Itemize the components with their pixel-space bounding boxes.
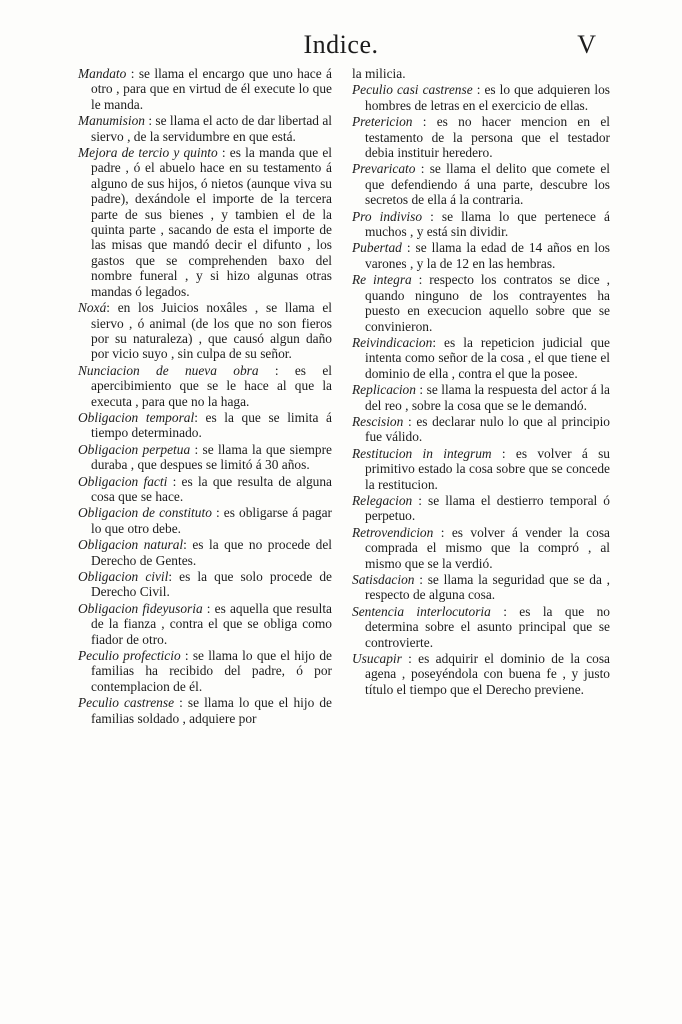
entry-definition: : es la repeticion judicial que intenta como señor de la cosa , el que tiene el dominio de ella , contra el que la posee. <box>365 334 610 381</box>
index-entry <box>352 161 610 207</box>
entry-definition: : es la que no procede del Derecho de Gentes. <box>91 537 332 568</box>
entry-definition: : se llama lo que el hijo de familias soldado , adquiere por <box>91 695 332 726</box>
entry-definition: : se llama lo que el hijo de familias ha recibido del padre, ó por contemplacion de él. <box>91 648 332 694</box>
page-number: V <box>577 30 596 59</box>
entry-definition: : es la que se limita á tiempo determinado. <box>91 409 332 441</box>
index-entry <box>352 525 610 571</box>
entry-term: Retrovendicion <box>352 524 434 540</box>
right-column <box>352 66 610 698</box>
entry-term: Peculio profecticio <box>78 648 181 664</box>
entry-term: Satisdacion <box>352 572 415 587</box>
entry-term: Obligacion fideyusoria <box>78 600 203 616</box>
entry-term: Pubertad <box>352 240 402 256</box>
entry-definition: : es la que solo procede de Derecho Civil. <box>91 569 332 600</box>
entry-term: Prevaricato <box>352 161 416 177</box>
entry-definition: la milicia. <box>352 66 406 81</box>
entry-definition: : es no hacer mencion en el testamento de la persona que el testador debia instituir heredero. <box>365 114 610 161</box>
entry-definition: : se llama el encargo que uno hace á otro , para que en virtud de él execute lo que le manda. <box>91 66 332 112</box>
index-entry <box>352 572 610 603</box>
entry-term: Obligacion temporal <box>78 409 195 425</box>
index-entry <box>352 114 610 160</box>
index-entry <box>78 442 332 473</box>
page-title: Indice. <box>303 30 379 59</box>
entry-definition: : es adquirir el dominio de la cosa agena , poseyéndola con buena fe , y justo título el tiempo que el Derecho previene. <box>365 651 610 697</box>
entry-definition: : es volver á vender la cosa comprada el mismo que la compró , al mismo que se la verdió. <box>365 524 610 571</box>
entry-term: Manumision <box>78 113 145 129</box>
index-entry <box>352 82 610 113</box>
entry-term: Pretericion <box>352 114 413 130</box>
entry-definition: : en los Juicios noxâles , se llama el siervo , ó animal (de los que no son fieros por su naturaleza) , que causó algun daño por vicio suyo , sin culpa de su señor. <box>91 300 332 362</box>
entry-term: Peculio casi castrense <box>352 82 473 98</box>
index-entry <box>78 410 332 441</box>
entry-definition: : es la que resulta de alguna cosa que se hace. <box>91 473 332 504</box>
index-entry <box>352 209 610 240</box>
entry-definition: : respecto los contratos se dice , quando ninguno de los contrayentes ha puesto en execucion aquello sobre que se convinieron. <box>365 272 611 334</box>
index-entry <box>78 537 332 568</box>
entry-term: Rescision <box>352 413 404 429</box>
entry-definition: : es la que no determina sobre el asunto principal que se controvierte. <box>365 603 610 650</box>
entry-definition: : se llama el destierro temporal ó perpetuo. <box>365 492 610 524</box>
entry-term: Mejora de tercio y quinto <box>78 145 218 161</box>
entry-definition: : es el apercibimiento que se le hace al que la executa , para que no la haga. <box>91 362 332 409</box>
index-entry <box>352 493 610 524</box>
entry-term: Obligacion facti <box>78 473 168 489</box>
entry-term: Obligacion perpetua <box>78 441 191 457</box>
entry-definition: : se llama el delito que comete el que defendiendo á una parte, descubre los secretos de ella á la contraria. <box>365 161 610 208</box>
index-entry <box>78 601 332 647</box>
entry-definition: : es la manda que el padre , ó el abuelo hace en su testamento á alguno de sus hijos, ó nietos (aunque viva su padre), dexándole el importe de la tercera parte de sus bienes , y tambien el de la quinta parte , sacando de esta el importe de las misas que mandó decir el difunto , los gastos que se comprehenden baxo del nombre funeral , y si hizo algunas otras mandas ó legados. <box>91 145 332 299</box>
entry-definition: : se llama la edad de 14 años en los varones , y la de 12 en las hembras. <box>365 240 610 271</box>
index-entry <box>352 240 610 271</box>
index-entry <box>78 505 332 536</box>
entry-term: Re integra <box>352 272 412 288</box>
entry-term: Nunciacion de nueva obra <box>78 362 259 378</box>
left-column <box>78 66 332 727</box>
index-entry <box>352 272 610 334</box>
index-entry <box>78 363 332 409</box>
entry-term: Mandato <box>78 66 127 81</box>
entry-definition: : se llama el acto de dar libertad al siervo , de la servidumbre en que está. <box>91 113 332 144</box>
entry-term: Obligacion civil <box>78 569 169 584</box>
entry-term: Noxá <box>78 300 107 316</box>
entry-term: Pro indiviso <box>352 208 423 224</box>
index-entry <box>78 113 332 144</box>
entry-definition: : es obligarse á pagar lo que otro debe. <box>91 505 332 536</box>
index-entry <box>78 474 332 505</box>
entry-term: Reivindicacion <box>352 334 433 350</box>
index-entry <box>78 66 332 112</box>
entry-definition: : es aquella que resulta de la fianza , contra el que se obliga como fiador de otro. <box>91 600 332 647</box>
entry-definition: : se llama la seguridad que se da , respecto de alguna cosa. <box>365 572 610 603</box>
entry-definition: : es volver á su primitivo estado la cosa sobre que se concede la restitucion. <box>365 445 611 492</box>
index-entry <box>352 66 610 81</box>
index-entry <box>78 695 332 726</box>
entry-term: Obligacion natural <box>78 537 184 553</box>
entry-definition: : se llama lo que pertenece á muchos , y está sin dividir. <box>365 208 610 240</box>
index-entry <box>352 382 610 413</box>
entry-definition: : se llama la que siempre duraba , que despues se limitó á 30 años. <box>91 441 332 473</box>
index-entry <box>78 145 332 299</box>
entry-term: Obligacion de constituto <box>78 505 212 521</box>
entry-term: Relegacion <box>352 492 413 508</box>
entry-definition: : es declarar nulo lo que al principio fue válido. <box>365 413 610 445</box>
index-entry <box>352 446 610 492</box>
index-entry <box>78 569 332 600</box>
index-entry <box>352 651 610 697</box>
entry-definition: : se llama la respuesta del actor á la del reo , sobre la cosa que se le demandó. <box>365 382 610 413</box>
entry-term: Usucapir <box>352 651 402 667</box>
index-entry <box>78 300 332 362</box>
entry-term: Sentencia interlocutoria <box>352 603 491 619</box>
entry-term: Restitucion in integrum <box>352 445 492 461</box>
index-entry <box>352 414 610 445</box>
index-entry <box>352 604 610 650</box>
entry-term: Replicacion <box>352 382 416 398</box>
entry-definition: : es lo que adquieren los hombres de letras en el exercicio de ellas. <box>365 82 610 113</box>
entry-term: Peculio castrense <box>78 695 175 711</box>
index-entry <box>78 648 332 694</box>
index-entry <box>352 335 610 381</box>
